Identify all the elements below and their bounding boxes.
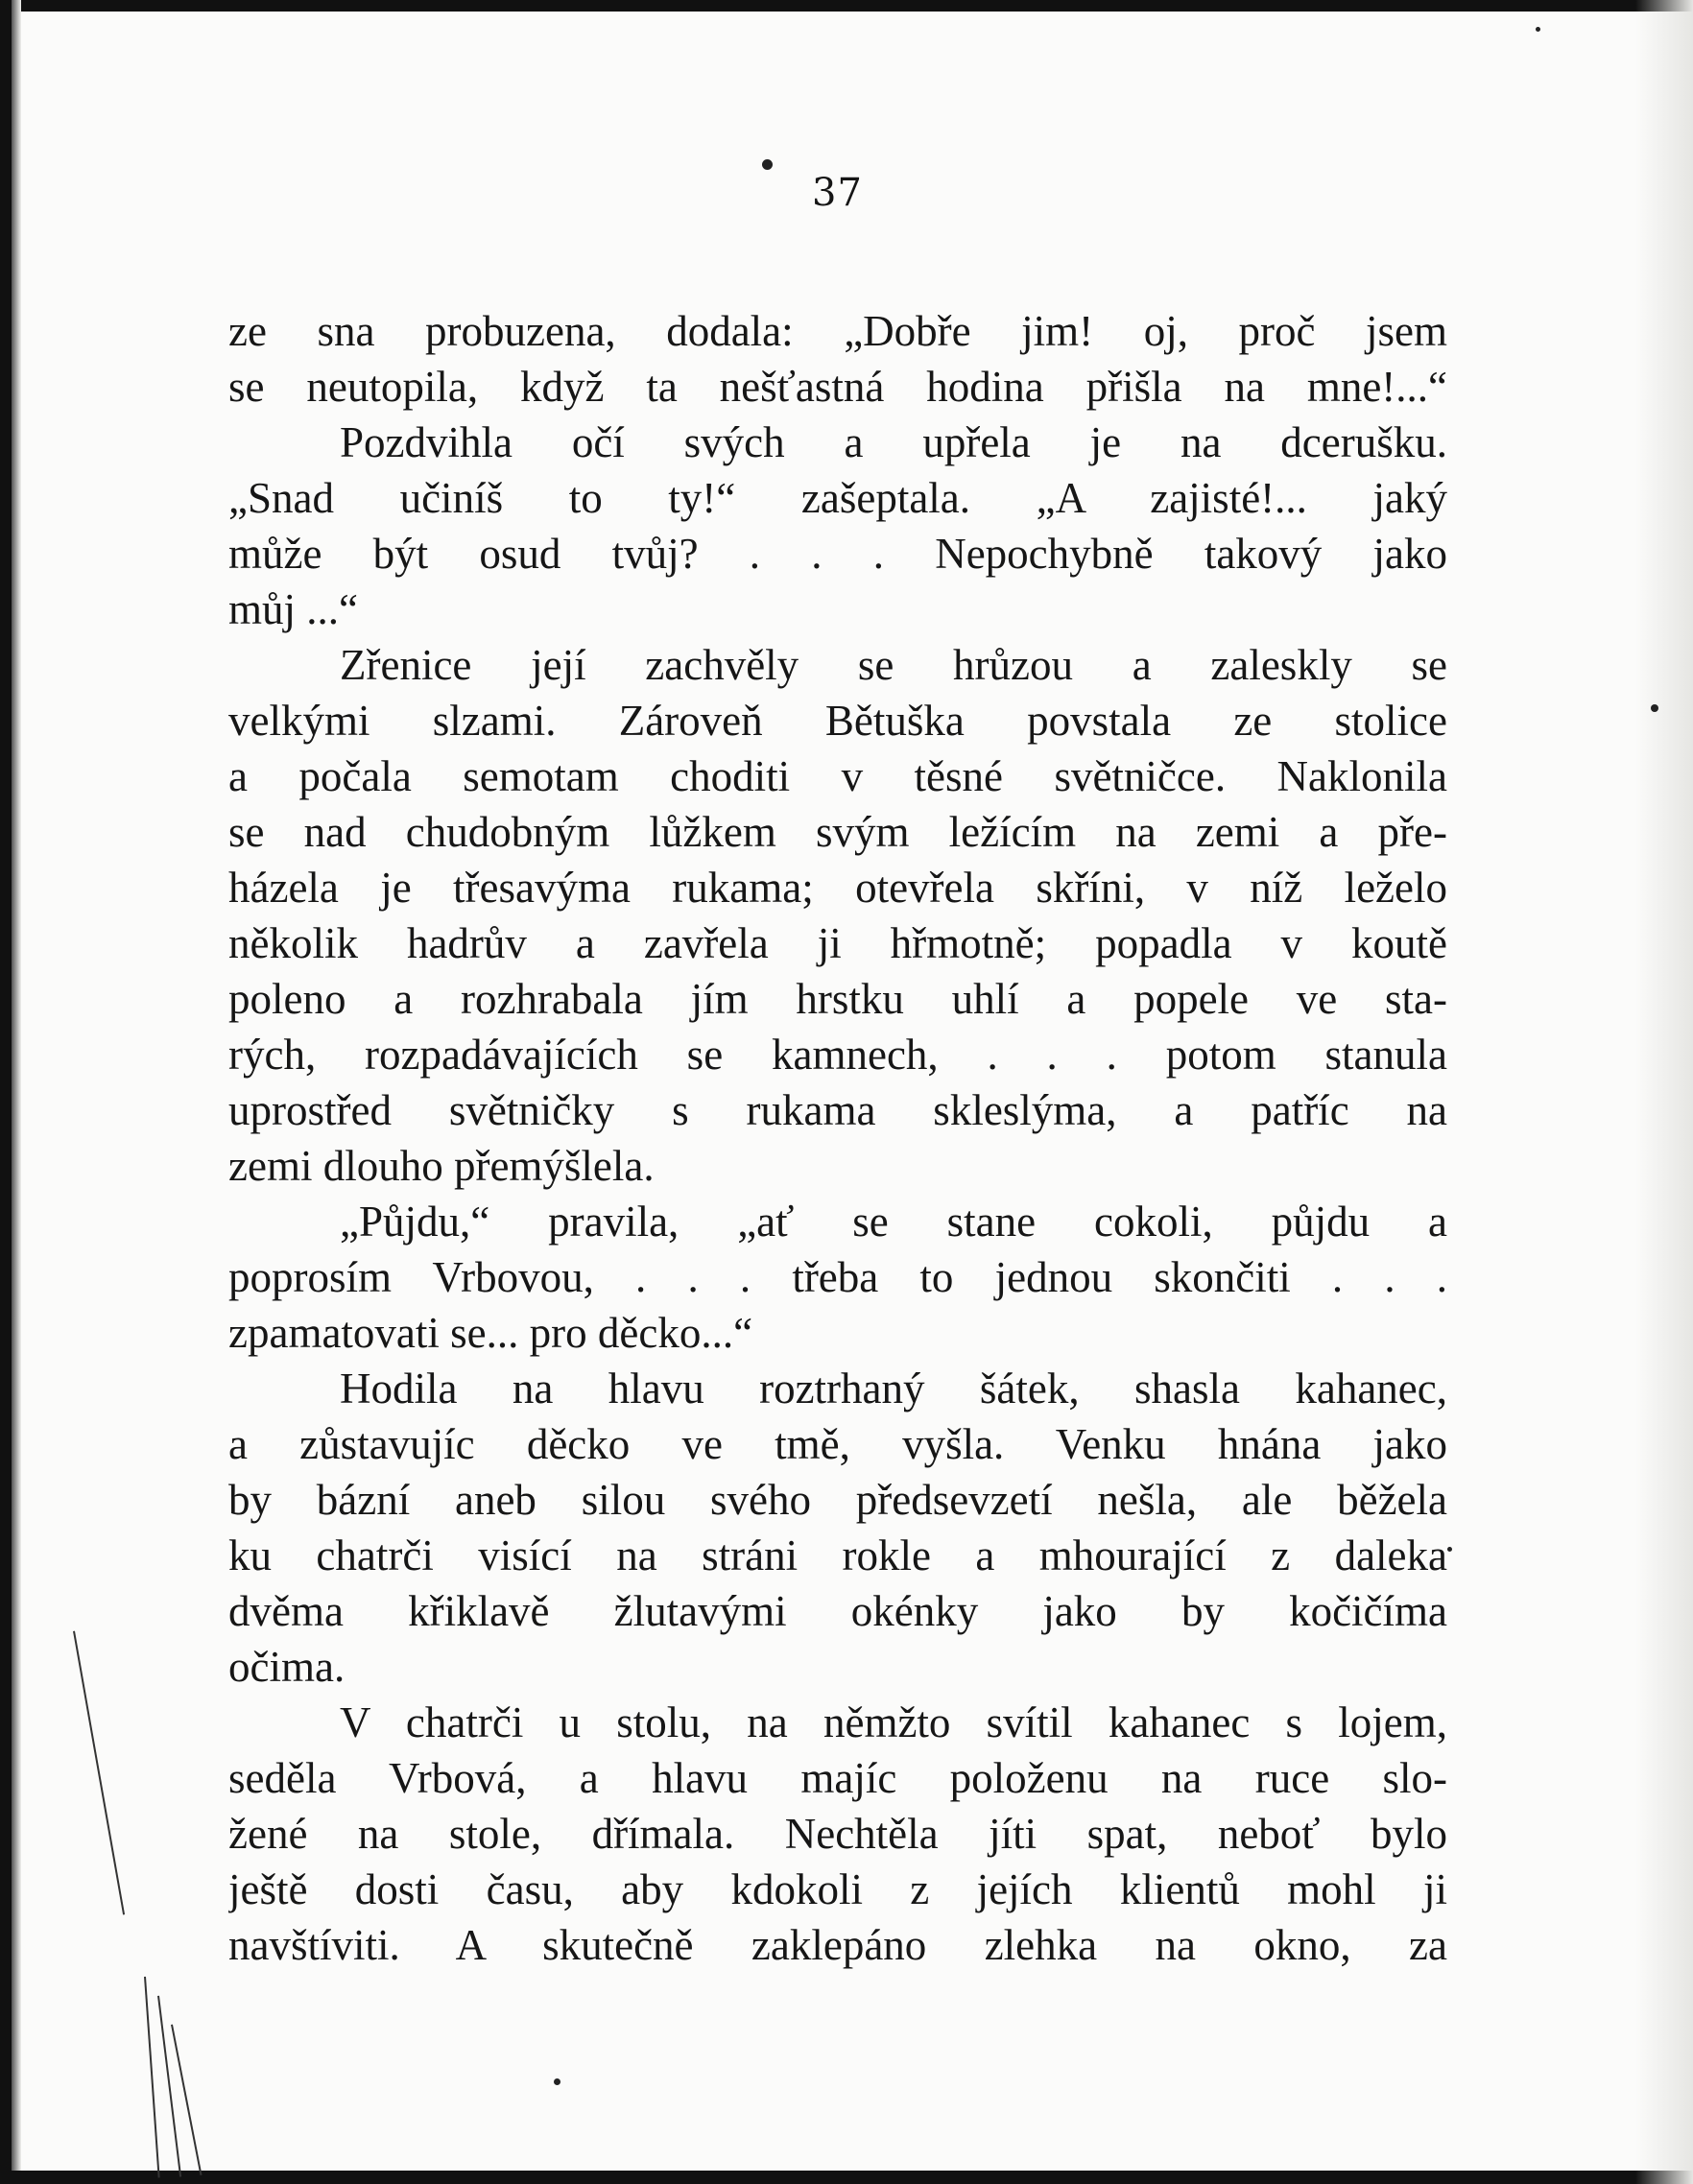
page-number: 37 [812,171,863,215]
text-line: Hodila na hlavu roztrhaný šátek, shasla kahanec, [340,1365,1447,1412]
scan-border-left [0,0,12,2184]
text-line: několik hadrův a zavřela ji hřmotně; popadla v koutě [228,919,1447,967]
page-gutter-shadow [12,0,21,2184]
text-line: navštíviti. A skutečně zaklepáno zlehka na okno, za [228,1921,1447,1969]
text-line: můj ...“ [228,585,358,633]
scan-scratch [171,2025,202,2175]
text-line: se nad chudobným lůžkem svým ležícím na zemi a pře- [228,808,1447,856]
scan-speck [1447,1547,1452,1552]
text-line: seděla Vrbová, a hlavu majíc položenu na ruce slo- [228,1754,1447,1802]
text-line: ještě dosti času, aby kdokoli z jejích klientů mohl ji [228,1865,1447,1913]
text-line: velkými slzami. Zároveň Bětuška povstala ze stolice [228,697,1447,745]
text-line: „Snad učiníš to ty!“ zašeptala. „A zajisté!... jaký [228,474,1447,522]
scan-border-bottom [0,2171,1693,2184]
text-line: žené na stole, dřímala. Nechtěla jíti spat, neboť bylo [228,1810,1447,1858]
body-text [228,303,1447,1973]
text-line: by bázní aneb silou svého předsevzetí nešla, ale běžela [228,1476,1447,1524]
scan-scratch [157,1996,181,2177]
text-line: „Půjdu,“ pravila, „ať se stane cokoli, půjdu a [340,1198,1447,1246]
text-line: očima. [228,1643,346,1691]
text-line: Zřenice její zachvěly se hrůzou a zaleskly se [340,641,1447,689]
page-edge-shadow [1635,0,1693,2184]
text-line: a počala semotam choditi v těsné světničce. Naklonila [228,752,1447,800]
scan-speck [1651,704,1658,712]
text-line: ku chatrči visící na stráni rokle a mhourající z daleka [228,1531,1447,1579]
scan-scratch [73,1631,125,1915]
text-line: se neutopila, když ta nešťastná hodina přišla na mne!...“ [228,363,1447,411]
scan-speck [554,2078,560,2085]
text-line: Pozdvihla očí svých a upřela je na dcerušku. [340,418,1447,466]
text-line: zpamatovati se... pro děcko...“ [228,1309,753,1357]
text-line: ze sna probuzena, dodala: „Dobře jim! oj, proč jsem [228,307,1447,355]
scan-speck [762,159,773,170]
text-line: zemi dlouho přemýšlela. [228,1142,655,1190]
scan-scratch [144,1977,160,2178]
text-line: rých, rozpadávajících se kamnech, . . . potom stanula [228,1031,1447,1079]
text-line: poprosím Vrbovou, . . . třeba to jednou skončiti . . . [228,1253,1447,1301]
scan-speck [1536,27,1540,32]
text-line: házela je třesavýma rukama; otevřela skříni, v níž leželo [228,864,1447,912]
text-line: dvěma křiklavě žlutavými okénky jako by kočičíma [228,1587,1447,1635]
text-line: uprostřed světničky s rukama skleslýma, a patříc na [228,1086,1447,1134]
text-line: a zůstavujíc děcko ve tmě, vyšla. Venku hnána jako [228,1420,1447,1468]
text-line: V chatrči u stolu, na němžto svítil kahanec s lojem, [340,1698,1447,1746]
scan-border-top [0,0,1693,12]
text-line: poleno a rozhrabala jím hrstku uhlí a popele ve sta- [228,975,1447,1023]
text-line: může být osud tvůj? . . . Nepochybně takový jako [228,530,1447,578]
